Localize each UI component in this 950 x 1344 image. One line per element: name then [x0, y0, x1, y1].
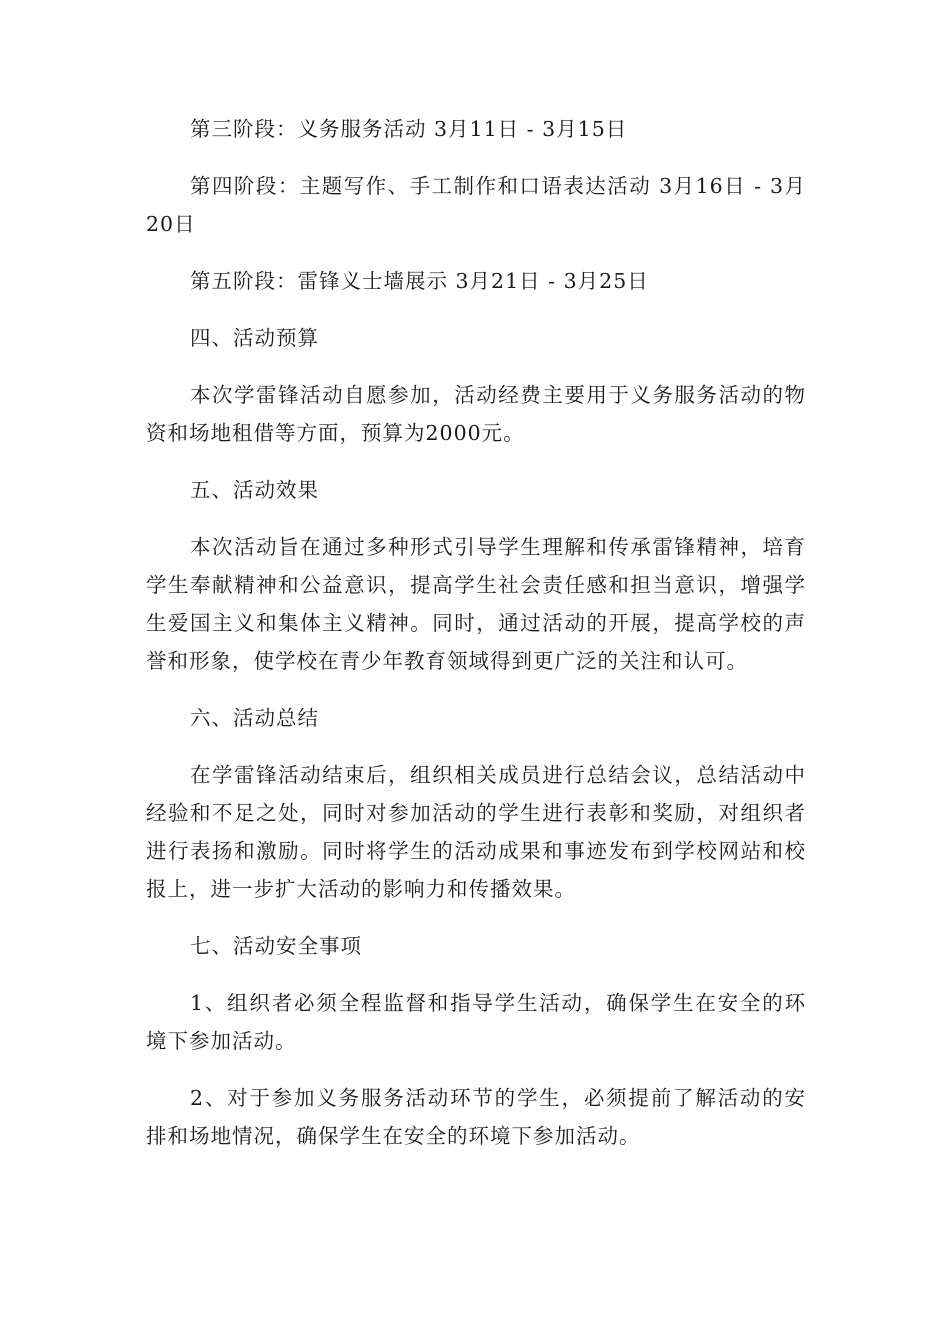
safety-item-1: 1、组织者必须全程监督和指导学生活动，确保学生在安全的环境下参加活动。: [146, 991, 806, 1053]
section-heading-budget: 四、活动预算: [190, 326, 319, 350]
stage-four-line: 第四阶段：主题写作、手工制作和口语表达活动 3月16日 - 3月20日: [146, 174, 806, 236]
stage-three-line: 第三阶段：义务服务活动 3月11日 - 3月15日: [190, 117, 628, 141]
stage-five-line: 第五阶段：雷锋义士墙展示 3月21日 - 3月25日: [190, 269, 649, 293]
section-heading-safety: 七、活动安全事项: [190, 934, 362, 958]
effect-paragraph: 本次活动旨在通过多种形式引导学生理解和传承雷锋精神，培育学生奉献精神和公益意识，提高学生社会责任感和担当意识，增强学生爱国主义和集体主义精神。同时，通过活动的开展，提高学校的声誉和形象，使学校在青少年教育领域得到更广泛的关注和认可。: [146, 535, 806, 673]
budget-paragraph: 本次学雷锋活动自愿参加，活动经费主要用于义务服务活动的物资和场地租借等方面，预算为2000元。: [146, 383, 806, 445]
section-heading-effect: 五、活动效果: [190, 478, 319, 502]
section-heading-summary: 六、活动总结: [190, 706, 319, 730]
safety-item-2: 2、对于参加义务服务活动环节的学生，必须提前了解活动的安排和场地情况，确保学生在安全的环境下参加活动。: [146, 1086, 806, 1148]
summary-paragraph: 在学雷锋活动结束后，组织相关成员进行总结会议，总结活动中经验和不足之处，同时对参加活动的学生进行表彰和奖励，对组织者进行表扬和激励。同时将学生的活动成果和事迹发布到学校网站和校报上，进一步扩大活动的影响力和传播效果。: [146, 763, 806, 901]
document-page: [146, 110, 806, 1174]
